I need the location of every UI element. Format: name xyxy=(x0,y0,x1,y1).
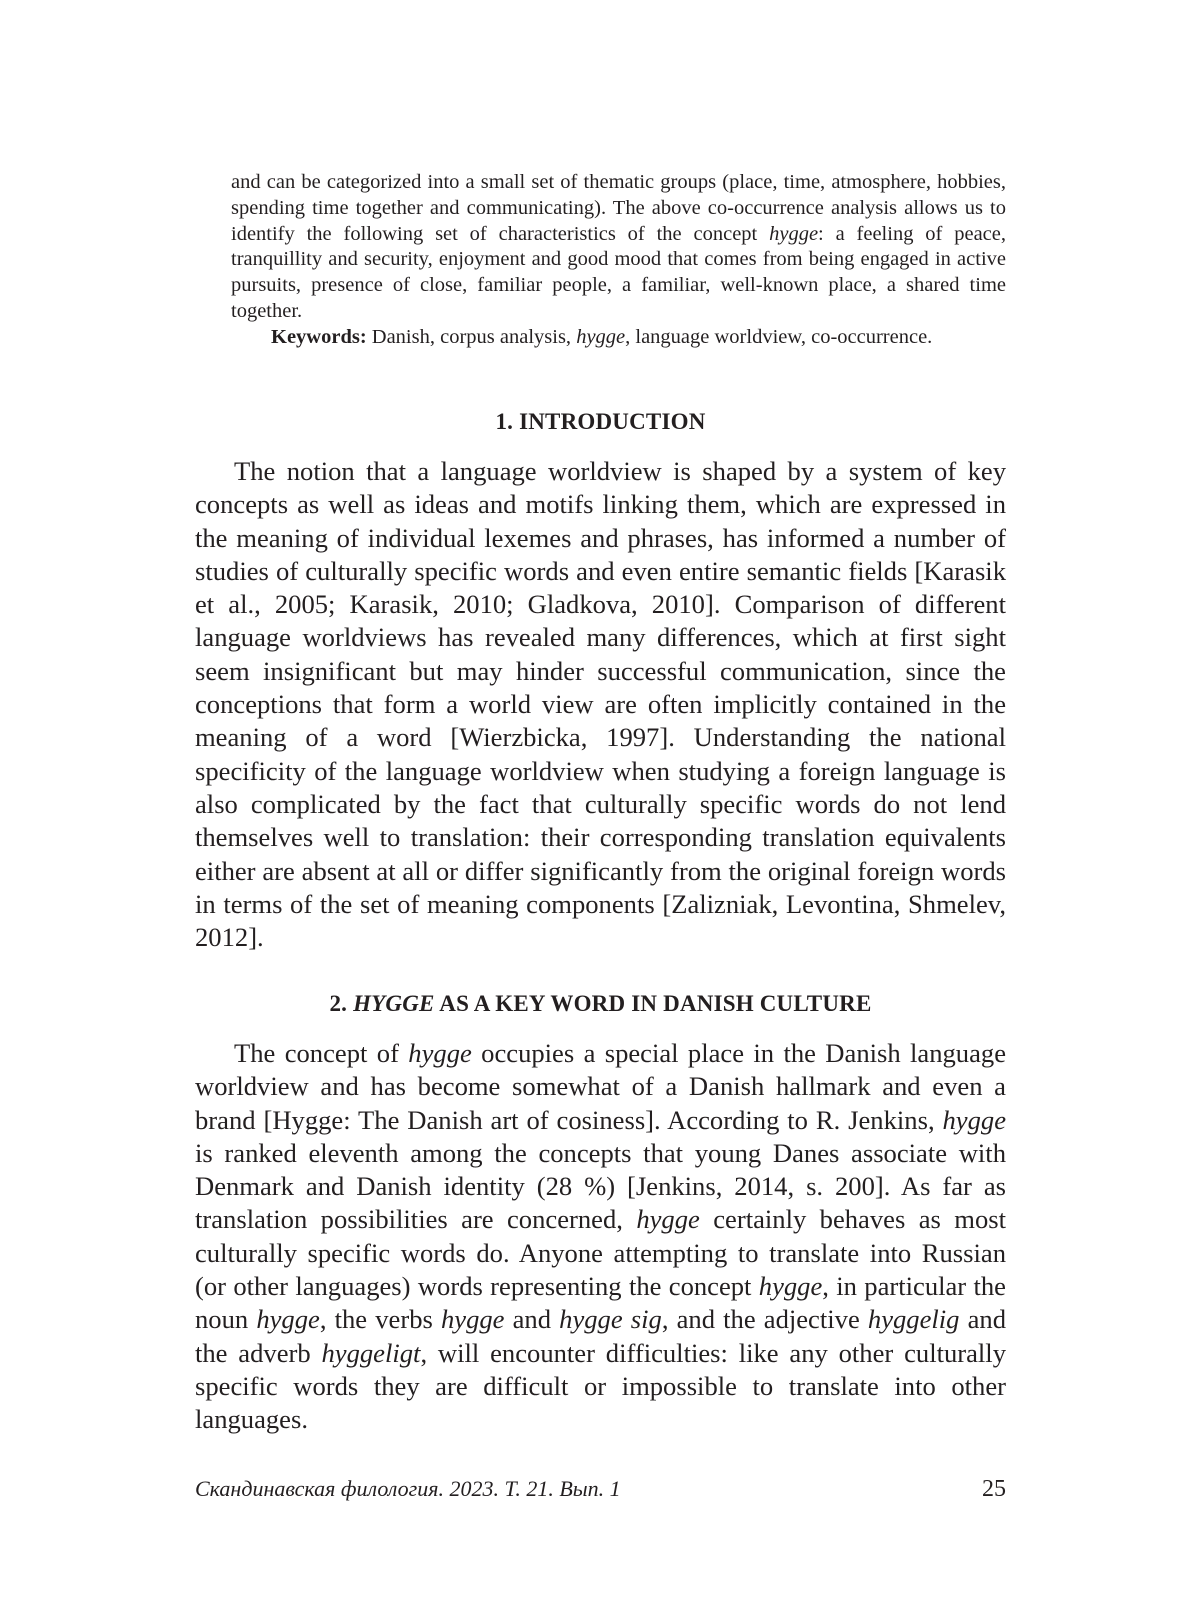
italic-term: hygge sig xyxy=(559,1304,662,1335)
keywords-text: Danish, corpus analysis, xyxy=(366,325,577,348)
paragraph-text: certainly behaves as most culturally specific words do. Anyone attempting to translate into Russian (or other languages) words representing the concept xyxy=(195,1204,1006,1302)
italic-term: hygge xyxy=(636,1204,700,1235)
paragraph-text: , will encounter difficulties: like any other culturally specific words they are difficult or impossible to translate into other languages. xyxy=(195,1337,1006,1435)
italic-term: hygge xyxy=(408,1038,472,1068)
italic-term: hyggeligt xyxy=(321,1337,421,1368)
paragraph-text: The concept of xyxy=(234,1038,409,1068)
keywords-text: , language worldview, co-occurrence. xyxy=(625,325,933,348)
paragraph-text: and the adverb xyxy=(195,1304,1007,1368)
heading-text: AS A KEY WORD IN DANISH CULTURE xyxy=(434,991,872,1016)
abstract-text-part: : a feeling of peace, tranquillity and security, enjoyment and good mood that comes from being engaged in active pursuits, presence of close, familiar people, a familiar, well-known place, a shared time together. xyxy=(231,222,1006,322)
italic-term: hygge xyxy=(440,1304,505,1335)
italic-term: hygge xyxy=(256,1304,320,1335)
abstract-block xyxy=(231,170,1006,351)
heading-number: 2. xyxy=(329,991,354,1016)
keywords-line xyxy=(231,325,1006,351)
abstract-term-hygge: hygge xyxy=(769,222,819,245)
italic-term: hyggelig xyxy=(867,1304,960,1335)
section-heading-hygge xyxy=(195,991,1006,1017)
italic-term: hygge xyxy=(758,1271,823,1302)
paragraph-text: , and the adjective xyxy=(661,1304,868,1335)
abstract-text xyxy=(231,170,1006,325)
keywords-label: Keywords: xyxy=(271,325,367,348)
keywords-term-hygge: hygge xyxy=(576,325,626,348)
page-number: 25 xyxy=(982,1476,1006,1502)
paragraph-text: , the verbs xyxy=(319,1304,441,1335)
hygge-section-body xyxy=(195,1037,1006,1437)
page-footer xyxy=(195,1476,1006,1502)
section-heading-introduction: 1. INTRODUCTION xyxy=(495,409,706,434)
introduction-body xyxy=(195,455,1006,954)
abstract-text-part: and can be categorized into a small set of thematic groups (place, time, atmosphere, hobbies, spending time together and communicating). The above co-occurrence analysis allows us to identify the following set of characteristics of the concept xyxy=(231,171,1006,245)
italic-term: hygge xyxy=(942,1104,1006,1135)
paragraph-text: is ranked eleventh among the concepts that young Danes associate with Denmark and Danish identity (28 %) [Jenkins, 2014, s. 200]. As far as translation possibilities are concerned, xyxy=(195,1137,1006,1235)
paragraph-text: , in particular the noun xyxy=(195,1271,1006,1335)
journal-citation: Скандинавская филология. 2023. Т. 21. Вып. 1 xyxy=(195,1476,621,1501)
paragraph-text: occupies a special place in the Danish language worldview and has become somewhat of a Danish hallmark and even a brand [Hygge: The Danish art of cosiness]. According to R. Jenkins, xyxy=(195,1038,1006,1135)
introduction-paragraph: The notion that a language worldview is shaped by a system of key concepts as well as ideas and motifs linking them, which are expressed in the meaning of individual lexemes and phrases, has informed a number of studies of culturally specific words and even entire semantic fields [Karasik et al., 2005; Karasik, 2010; Gladkova, 2010]. Comparison of different language worldviews has revealed many differences, which at first sight seem insignificant but may hinder successful communication, since the conceptions that form a world view are often implicitly contained in the meaning of a word [Wierzbicka, 1997]. Understanding the national specificity of the language worldview when studying a foreign language is also complicated by the fact that culturally specific words do not lend themselves well to translation: their corresponding translation equivalents either are absent at all or differ significantly from the original foreign words in terms of the set of meaning components [Zalizniak, Levontina, Shmelev, 2012]. xyxy=(195,456,1006,953)
heading-term-hygge: HYGGE xyxy=(353,991,435,1016)
paragraph-text: and xyxy=(504,1304,560,1335)
hygge-paragraph xyxy=(195,1037,1006,1437)
